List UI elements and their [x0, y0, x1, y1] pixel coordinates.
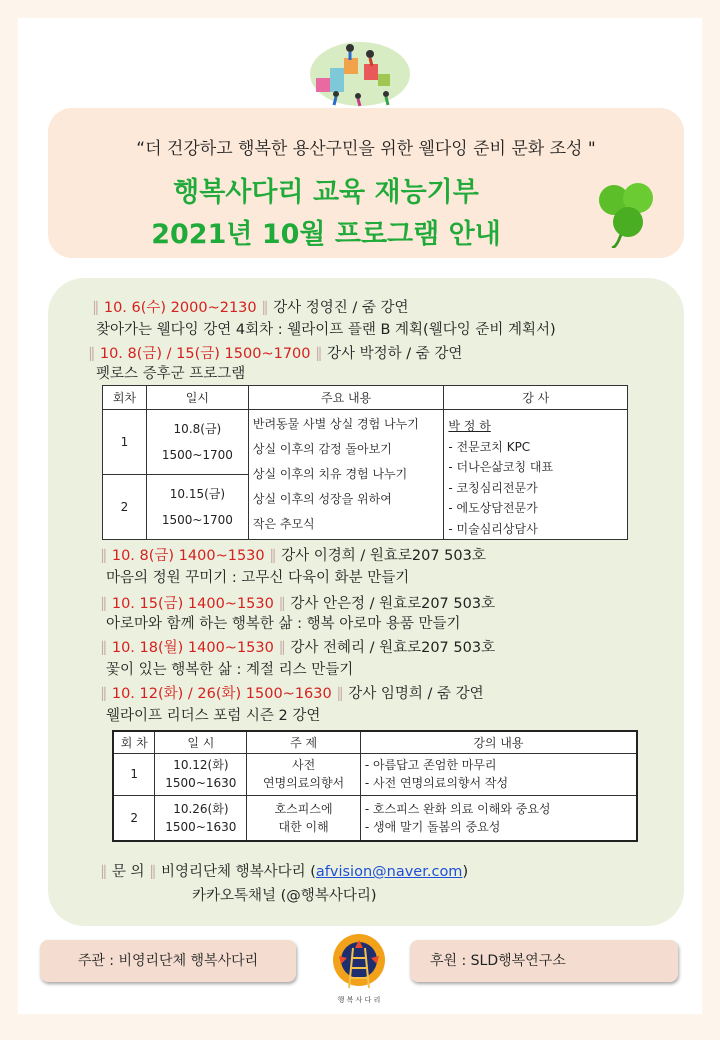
table1-instructor-role-4: - 에도상담전문가	[448, 501, 538, 515]
table2-row1-topic	[247, 753, 361, 795]
table2-row2-content-2: - 생애 말기 돌봄의 중요성	[364, 819, 501, 834]
host-label: 주관 : 비영리단체 행복사다리	[77, 953, 259, 969]
header-title-line1: 행복사다리 교육 재능기부	[173, 177, 479, 208]
table2-header-date: 일 시	[155, 731, 247, 753]
table1-row2-time: 1500~1700	[161, 513, 233, 527]
program-4-info: 강사 안은정 / 원효로207 503호	[290, 596, 496, 612]
program-5-desc: 꽃이 있는 행복한 삶 : 계절 리스 만들기	[106, 662, 354, 678]
table1-content-4: 상실 이후의 성장을 위하여	[252, 492, 392, 506]
contact-email-link[interactable]: afvision@naver.com	[315, 864, 463, 880]
table2-row2-content-1: - 호스피스 완화 의료 이해와 중요성	[364, 801, 551, 816]
header-subtitle: “더 건강하고 행복한 용산구민을 위한 웰다잉 준비 문화 조성 "	[136, 139, 596, 159]
contact-kakao: 카카오톡채널 (@행복사다리)	[192, 888, 377, 904]
header-title-line2: 2021년 10월 프로그램 안내	[151, 219, 501, 250]
program-6-desc: 웰라이프 리더스 포럼 시즌 2 강연	[106, 708, 321, 724]
program-1-date: 10. 6(수) 2000~2130	[103, 300, 257, 316]
clover-icon	[590, 176, 662, 248]
happy-ladder-logo	[318, 926, 400, 1008]
table1-row1-no: 1	[103, 410, 147, 475]
contact-close-paren: )	[462, 864, 469, 880]
table1-content-5: 작은 추모식	[252, 517, 315, 531]
logo-text: 행 복 사 다 리	[337, 996, 381, 1004]
table2-row1-content	[360, 753, 637, 795]
table2-row2-content	[360, 795, 637, 841]
program-3-date: 10. 8(금) 1400~1530	[111, 548, 265, 564]
table1-header-date: 일시	[146, 386, 248, 410]
table1-instructor-role-5: - 미술심리상담사	[448, 521, 538, 536]
table1-header-instructor: 강 사	[444, 386, 628, 410]
program-5-date: 10. 18(월) 1400~1530	[111, 640, 274, 656]
program-2-date: 10. 8(금) / 15(금) 1500~1700	[99, 346, 311, 362]
program-6-date: 10. 12(화) / 26(화) 1500~1630	[111, 686, 332, 702]
program-3-desc: 마음의 정원 꾸미기 : 고무신 다육이 화분 만들기	[106, 570, 410, 586]
table2-row1-content-2: - 사전 연명의료의향서 작성	[364, 776, 509, 790]
host-box	[40, 940, 296, 982]
table2-row1-topic-line1: 사전	[291, 758, 316, 772]
table1-instructor-role-3: - 코칭심리전문가	[448, 480, 538, 495]
table1-row1-date: 10.8(금)	[173, 422, 222, 436]
people-climbing-blocks-illustration	[306, 34, 414, 108]
table2-row2-datetime	[155, 795, 247, 841]
sponsor-box	[410, 940, 678, 982]
table2-row2-topic	[247, 795, 361, 841]
program-2-heading: ∥ 10. 8(금) / 15(금) 1500~1700 ∥ 강사 박정하 / 줌 강연	[88, 346, 463, 362]
program-2-desc: 펫로스 증후군 프로그램	[96, 366, 246, 382]
table1-content-2: 상실 이후의 감정 돌아보기	[252, 442, 392, 456]
program-1-desc: 찾아가는 웰다잉 강연 4회차 : 웰라이프 플랜 B 계획(웰다잉 준비 계획서)	[96, 322, 556, 338]
table2-row1-datetime	[155, 753, 247, 795]
contact-label: 문 의	[111, 864, 145, 880]
table2-row2-time: 1500~1630	[165, 819, 237, 834]
program-3-heading: ∥ 10. 8(금) 1400~1530 ∥ 강사 이경희 / 원효로207 503호	[100, 548, 486, 564]
table2-header-content: 강의 내용	[360, 731, 637, 753]
table1-header-content: 주요 내용	[248, 386, 444, 410]
table2-row2-topic-line2: 대한 이해	[278, 819, 329, 834]
table1-instructor-role-2: - 더나은삶코칭 대표	[448, 460, 554, 474]
table2-row1-topic-line2: 연명의료의향서	[263, 776, 345, 790]
table2-row2-date: 10.26(화)	[173, 801, 229, 816]
sponsor-label: 후원 : SLD행복연구소	[430, 953, 566, 969]
table1-instructor-role-1: - 전문코치 KPC	[448, 439, 531, 454]
table2-row1-no: 1	[113, 753, 155, 795]
table1-row2-date: 10.15(금)	[169, 487, 226, 501]
table1-row1-time: 1500~1700	[161, 448, 233, 462]
program-6-info: 강사 임명희 / 줌 강연	[348, 686, 484, 702]
table2-row2-topic-line1: 호스피스에	[274, 801, 333, 816]
program-2-info: 강사 박정하 / 줌 강연	[326, 346, 463, 362]
program-4-date: 10. 15(금) 1400~1530	[111, 596, 274, 612]
forum-schedule-table	[112, 730, 638, 842]
table2-row1-time: 1500~1630	[165, 776, 237, 790]
table1-content-3: 상실 이후의 치유 경험 나누기	[252, 467, 408, 481]
table2-header-topic: 주 제	[247, 731, 361, 753]
table2-header-no: 회 차	[113, 731, 155, 753]
table1-row2-datetime	[146, 475, 248, 540]
program-6-heading: ∥ 10. 12(화) / 26(화) 1500~1630 ∥ 강사 임명희 / 줌 강연	[100, 686, 484, 702]
table2-row1-content-1: - 아름답고 존엄한 마무리	[364, 758, 497, 772]
table1-instructor	[444, 410, 628, 540]
petloss-schedule-table	[102, 385, 628, 540]
table1-row1-datetime	[146, 410, 248, 475]
program-5-info: 강사 전혜리 / 원효로207 503호	[290, 640, 496, 656]
program-5-heading: ∥ 10. 18(월) 1400~1530 ∥ 강사 전혜리 / 원효로207 503호	[100, 640, 496, 656]
table1-instructor-name: 박 정 하	[448, 419, 491, 433]
table2-row2-no: 2	[113, 795, 155, 841]
table1-header-no: 회차	[103, 386, 147, 410]
program-4-heading: ∥ 10. 15(금) 1400~1530 ∥ 강사 안은정 / 원효로207 503호	[100, 596, 496, 612]
program-3-info: 강사 이경희 / 원효로207 503호	[281, 548, 486, 564]
table1-content-1: 반려동물 사별 상실 경험 나누기	[252, 417, 419, 431]
header-panel	[48, 108, 684, 258]
table1-row2-no: 2	[103, 475, 147, 540]
program-1-info: 강사 정영진 / 줌 강연	[273, 300, 409, 316]
contact-org: 비영리단체 행복사다리 (	[160, 864, 316, 880]
program-1-heading: ∥ 10. 6(수) 2000~2130 ∥ 강사 정영진 / 줌 강연	[92, 300, 409, 316]
contact-line: ∥ 문 의 ∥ 비영리단체 행복사다리 (afvision@naver.com)	[100, 864, 469, 880]
table2-row1-date: 10.12(화)	[173, 758, 229, 772]
program-4-desc: 아로마와 함께 하는 행복한 삶 : 행복 아로마 용품 만들기	[106, 616, 461, 632]
table1-contents	[248, 410, 444, 540]
